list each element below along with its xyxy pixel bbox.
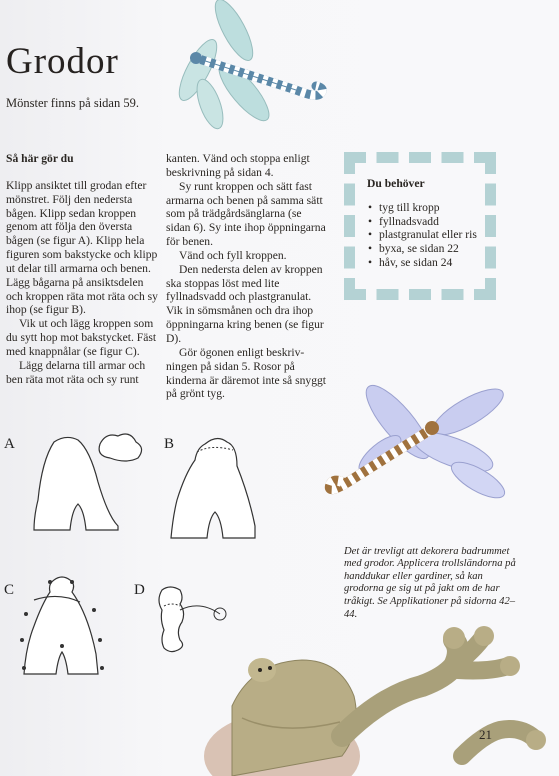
materials-item: • fyllnadsvadd [367,215,487,229]
figure-b-pattern [155,426,285,566]
page-number: 21 [479,727,492,742]
materials-item: • tyg till kropp [367,201,487,215]
materials-item: • byxa, se sidan 22 [367,242,487,256]
instructions-column-2 [166,152,326,401]
dragonfly-teal-image [176,0,326,140]
figure-d-label: D [134,582,145,598]
dragonfly-lilac-image [318,382,518,512]
instruction-paragraph: Vik ut och lägg kroppen som du sytt hop mot bakstycket. Fäst med knappnålar (se figur C). [6,317,157,358]
instruction-paragraph: Den nedersta delen av kroppen ska stoppas löst med lite fyllnadsvadd och plastgranulat. Vik in sömsmånen och dra ihop öppningarna kring benen (se figur D). [166,262,324,345]
materials-item: • plastgranulat eller ris [367,228,487,242]
instructions-column-1 [6,152,158,387]
photo-caption: Det är trevligt att dekorera badrummet med grodor. Applicera trollsländorna på handdukar eller gardiner, så kan grodorna ge sig ut på jakt om de har tråkigt. Se Applikationer på sidorna 42–44. [344,545,516,620]
materials-box [344,152,496,300]
instruction-paragraph: Klipp ansiktet till grodan efter mönstret. Följ den nedersta bågen. Klipp sedan kroppen genom att följa den översta bågen (se figur A). Klipp hela figuren som bakstycke och klipp ut delar till armarna och benen. Lägg bågarna på ansiktsdelen och kroppen räta mot räta och sy ihop (se figur B). [6,178,158,317]
materials-heading: Du behöver [367,177,425,190]
figure-a-label: A [4,436,15,452]
instruction-paragraph: Gör ögonen enligt beskrivningen på sidan 5. Rosor på kinderna är däremot inte så snyggt på grönt tyg. [166,345,327,401]
instruction-paragraph: Sy runt kroppen och sätt fast armarna och benen på samma sätt som på trädgårdsänglarna (se sidan 6). Sy inte ihop öppningarna för benen. [166,179,326,249]
figure-c-label: C [4,582,15,598]
figure-c-pattern [14,570,124,700]
figure-b-label: B [164,436,175,452]
instruction-paragraph: Vänd och fyll kroppen. [179,248,287,262]
frog-photo-image [222,626,559,776]
figure-a-pattern [14,420,154,560]
materials-list [367,201,487,270]
pattern-reference: Mönster finns på sidan 59. [6,96,139,110]
page-title: Grodor [6,41,119,82]
instructions-heading: Så här gör du [6,152,74,165]
materials-item: • håv, se sidan 24 [367,256,487,270]
instruction-paragraph: Lägg delarna till armar och ben räta mot räta och sy runt [6,358,146,386]
instruction-paragraph: kanten. Vänd och stoppa enligt beskrivning på sidan 4. [166,152,310,179]
